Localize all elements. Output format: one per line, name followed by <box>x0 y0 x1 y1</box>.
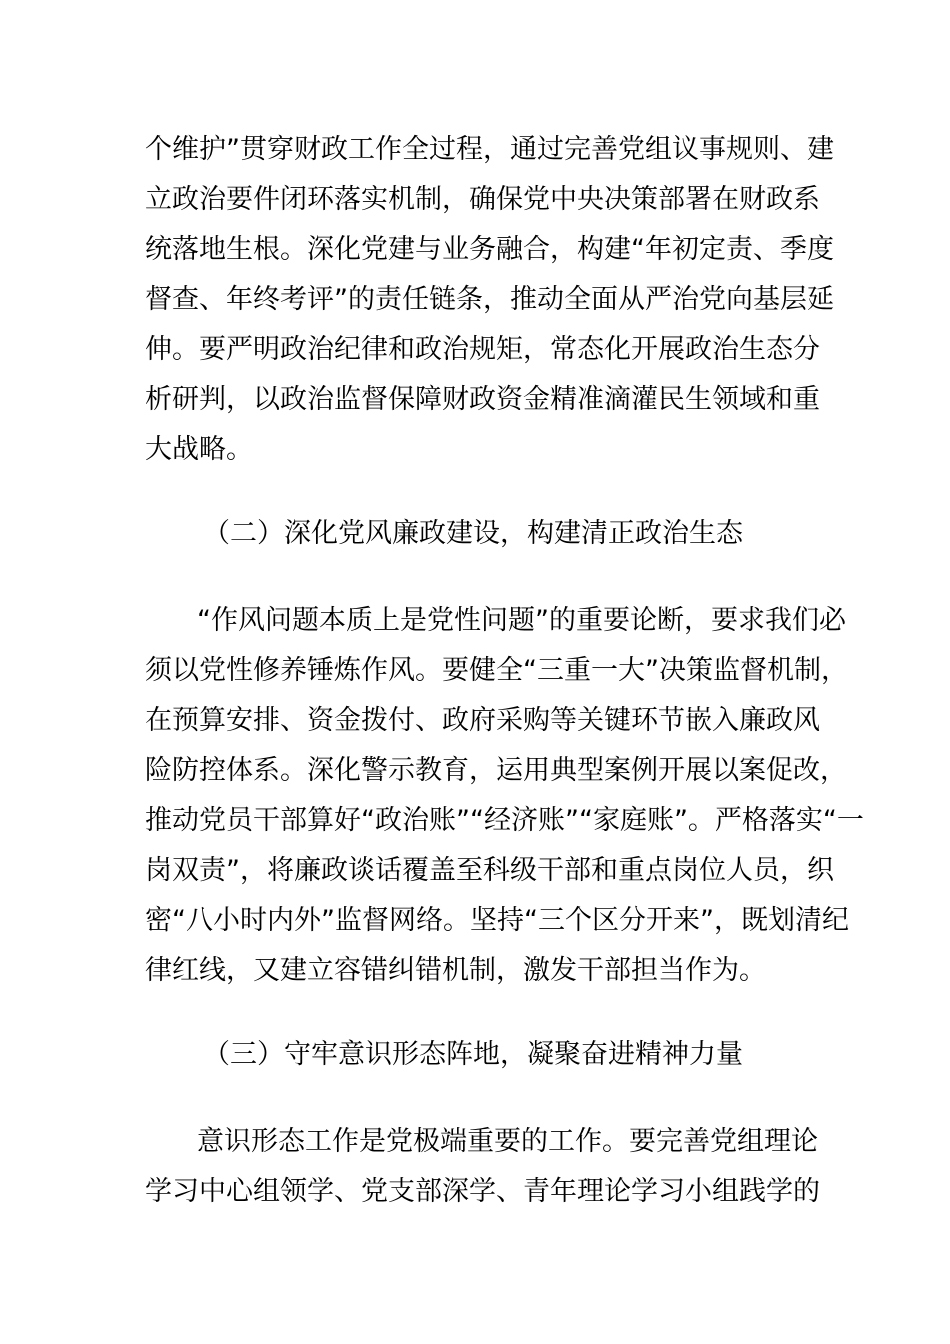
paragraph-line: 律红线，又建立容错纠错机制，激发干部担当作为。 <box>145 955 766 986</box>
paragraph-line: 学习中心组领学、党支部深学、青年理论学习小组践学的 <box>145 1176 820 1207</box>
paragraph-line: “作风问题本质上是党性问题”的重要论断，要求我们必 <box>197 605 846 636</box>
section-heading-3: （三）守牢意识形态阵地，凝聚奋进精神力量 <box>203 1039 743 1070</box>
paragraph-line: 统落地生根。深化党建与业务融合，构建“年初定责、季度 <box>145 234 834 265</box>
paragraph-line: 险防控体系。深化警示教育，运用典型案例开展以案促改， <box>145 755 847 786</box>
paragraph-line: 推动党员干部算好“政治账”“经济账”“家庭账”。严格落实“一 <box>145 805 864 836</box>
paragraph-line: 督查、年终考评”的责任链条，推动全面从严治党向基层延 <box>145 284 834 315</box>
paragraph-line: 密“八小时内外”监督网络。坚持“三个区分开来”，既划清纪 <box>145 905 849 936</box>
paragraph-line: 在预算安排、资金拨付、政府采购等关键环节嵌入廉政风 <box>145 705 820 736</box>
paragraph-line: 伸。要严明政治纪律和政治规矩，常态化开展政治生态分 <box>145 334 820 365</box>
section-heading-2: （二）深化党风廉政建设，构建清正政治生态 <box>203 518 743 549</box>
paragraph-line: 个维护”贯穿财政工作全过程，通过完善党组议事规则、建 <box>145 134 834 165</box>
paragraph-line: 意识形态工作是党极端重要的工作。要完善党组理论 <box>197 1126 818 1157</box>
paragraph-line: 大战略。 <box>145 434 253 465</box>
paragraph-line: 岗双责”，将廉政谈话覆盖至科级干部和重点岗位人员，织 <box>145 855 834 886</box>
paragraph-line: 析研判，以政治监督保障财政资金精准滴灌民生领域和重 <box>145 384 820 415</box>
paragraph-line: 须以党性修养锤炼作风。要健全“三重一大”决策监督机制， <box>145 655 848 686</box>
paragraph-line: 立政治要件闭环落实机制，确保党中央决策部署在财政系 <box>145 184 820 215</box>
